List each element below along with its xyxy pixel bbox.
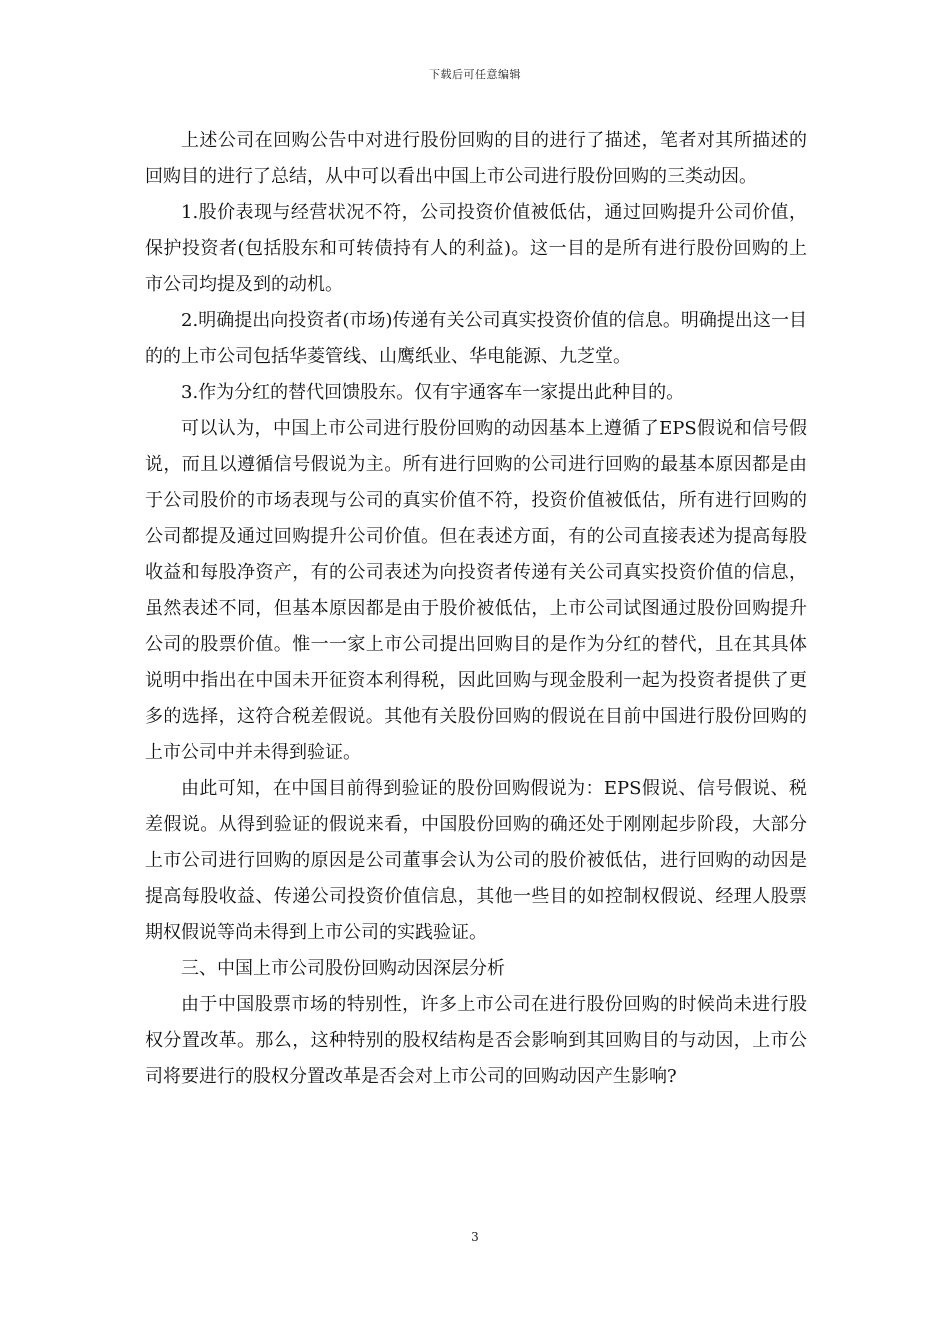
- paragraph-motive-3: 3.作为分红的替代回馈股东。仅有宇通客车一家提出此种目的。: [181, 382, 685, 403]
- document-body: [145, 123, 807, 1095]
- paragraph-section-intro: 由于中国股票市场的特别性，许多上市公司在进行股份回购的时候尚未进行股权分置改革。那么，这种特别的股权结构是否会影响到其回购目的与动因，上市公司将要进行的股权分置改革是否会对上市公司的回购动因产生影响?: [145, 994, 807, 1087]
- paragraph-motive-1: 1.股价表现与经营状况不符，公司投资价值被低估，通过回购提升公司价值，保护投资者(包括股东和可转债持有人的利益)。这一目的是所有进行股份回购的上市公司均提及到的动机。: [145, 202, 807, 295]
- paragraph-conclusion: 由此可知，在中国目前得到验证的股份回购假说为：EPS假说、信号假说、税差假说。从得到验证的假说来看，中国股份回购的确还处于刚刚起步阶段，大部分上市公司进行回购的原因是公司董事会认为公司的股价被低估，进行回购的动因是提高每股收益、传递公司投资价值信息，其他一些目的如控制权假说、经理人股票期权假说等尚未得到上市公司的实践验证。: [145, 778, 807, 943]
- paragraph-motive-2: 2.明确提出向投资者(市场)传递有关公司真实投资价值的信息。明确提出这一目的的上市公司包括华菱管线、山鹰纸业、华电能源、九芝堂。: [145, 310, 807, 367]
- section-heading: 三、中国上市公司股份回购动因深层分析: [181, 958, 505, 979]
- page-header: 下载后可任意编辑: [429, 68, 521, 81]
- paragraph-analysis: 可以认为，中国上市公司进行股份回购的动因基本上遵循了EPS假说和信号假说，而且以遵循信号假说为主。所有进行回购的公司进行回购的最基本原因都是由于公司股价的市场表现与公司的真实价值不符，投资价值被低估，所有进行回购的公司都提及通过回购提升公司价值。但在表述方面，有的公司直接表述为提高每股收益和每股净资产，有的公司表述为向投资者传递有关公司真实投资价值的信息，虽然表述不同，但基本原因都是由于股价被低估，上市公司试图通过股份回购提升公司的股票价值。惟一一家上市公司提出回购目的是作为分红的替代，且在其具体说明中指出在中国未开征资本利得税，因此回购与现金股利一起为投资者提供了更多的选择，这符合税差假说。其他有关股份回购的假说在目前中国进行股份回购的上市公司中并未得到验证。: [145, 418, 807, 763]
- paragraph-intro: 上述公司在回购公告中对进行股份回购的目的进行了描述，笔者对其所描述的回购目的进行了总结，从中可以看出中国上市公司进行股份回购的三类动因。: [145, 130, 807, 187]
- page-number: 3: [471, 1230, 479, 1244]
